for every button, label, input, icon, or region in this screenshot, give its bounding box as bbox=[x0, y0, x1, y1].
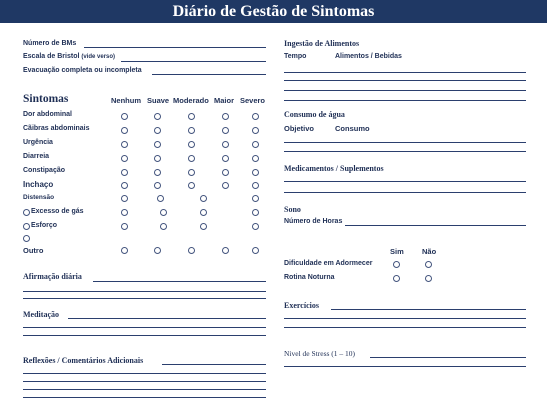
symptom-urgency: Urgência bbox=[23, 139, 53, 146]
radio-diarrhea-major[interactable] bbox=[222, 155, 229, 162]
radio-distension-mild[interactable] bbox=[157, 195, 164, 202]
radio-urgency-mild[interactable] bbox=[154, 141, 161, 148]
radio-urgency-major[interactable] bbox=[222, 141, 229, 148]
bm-count-label: Número de BMs bbox=[23, 40, 77, 47]
radio-gas-severe[interactable] bbox=[252, 209, 259, 216]
sleep-difficulty-yes-radio[interactable] bbox=[393, 261, 400, 268]
food-line[interactable] bbox=[284, 72, 526, 73]
radio-straining-severe[interactable] bbox=[252, 223, 259, 230]
severity-moderate-header: Moderado bbox=[173, 96, 209, 105]
symptom-constipation: Constipação bbox=[23, 167, 66, 174]
stress-level-field[interactable] bbox=[370, 357, 526, 358]
radio-distension-severe[interactable] bbox=[252, 195, 259, 202]
evacuation-field[interactable] bbox=[152, 74, 266, 75]
radio-urgency-moderate[interactable] bbox=[188, 141, 195, 148]
no-header: Não bbox=[422, 247, 437, 256]
severity-major-header: Maior bbox=[214, 96, 235, 105]
radio-gas-none[interactable] bbox=[121, 209, 128, 216]
exercise-line[interactable] bbox=[284, 318, 526, 319]
radio-abdominal-cramps-major[interactable] bbox=[222, 127, 229, 134]
symptom-straining-radio[interactable] bbox=[23, 223, 30, 230]
yes-header: Sim bbox=[390, 247, 404, 256]
radio-urgency-none[interactable] bbox=[121, 141, 128, 148]
symptoms-title: Sintomas bbox=[23, 93, 69, 105]
symptom-distension: Distensão bbox=[23, 194, 55, 201]
sleep-difficulty-no-radio[interactable] bbox=[425, 261, 432, 268]
radio-constipation-mild[interactable] bbox=[154, 169, 161, 176]
goal-label: Objetivo bbox=[284, 124, 315, 133]
severity-severe-header: Severo bbox=[240, 96, 266, 105]
radio-bloating-mild[interactable] bbox=[154, 182, 161, 189]
radio-diarrhea-moderate[interactable] bbox=[188, 155, 195, 162]
sleep-hours-label: Número de Horas bbox=[284, 218, 343, 225]
exercise-field[interactable] bbox=[331, 309, 526, 310]
radio-abdominal-pain-none[interactable] bbox=[121, 113, 128, 120]
exercise-label: Exercícios bbox=[284, 301, 319, 310]
radio-abdominal-cramps-moderate[interactable] bbox=[188, 127, 195, 134]
radio-abdominal-pain-mild[interactable] bbox=[154, 113, 161, 120]
radio-bloating-major[interactable] bbox=[222, 182, 229, 189]
food-line[interactable] bbox=[284, 80, 526, 81]
symptom-bloating: Inchaço bbox=[23, 180, 54, 189]
night-routine-label: Rotina Noturna bbox=[284, 274, 335, 281]
radio-other-major[interactable] bbox=[222, 247, 229, 254]
symptom-diarrhea: Diarreia bbox=[23, 153, 50, 160]
radio-urgency-severe[interactable] bbox=[252, 141, 259, 148]
radio-constipation-severe[interactable] bbox=[252, 169, 259, 176]
bristol-scale-text: Escala de Bristol bbox=[23, 53, 80, 60]
medications-line[interactable] bbox=[284, 181, 526, 182]
symptom-gas-radio[interactable] bbox=[23, 209, 30, 216]
water-line[interactable] bbox=[284, 151, 526, 152]
radio-other-none[interactable] bbox=[121, 247, 128, 254]
radio-straining-none[interactable] bbox=[121, 223, 128, 230]
radio-abdominal-pain-severe[interactable] bbox=[252, 113, 259, 120]
reflections-line[interactable] bbox=[23, 389, 266, 390]
symptom-other: Outro bbox=[23, 246, 44, 255]
radio-abdominal-pain-moderate[interactable] bbox=[188, 113, 195, 120]
daily-affirmation-line[interactable] bbox=[23, 298, 266, 299]
radio-gas-moderate[interactable] bbox=[200, 209, 207, 216]
radio-bloating-severe[interactable] bbox=[252, 182, 259, 189]
food-intake-title: Ingestão de Alimentos bbox=[284, 39, 360, 48]
radio-distension-moderate[interactable] bbox=[200, 195, 207, 202]
radio-other-mild[interactable] bbox=[154, 247, 161, 254]
symptom-gas: Excesso de gás bbox=[31, 208, 84, 215]
bristol-scale-field[interactable] bbox=[121, 61, 266, 62]
reflections-line[interactable] bbox=[23, 397, 266, 398]
radio-abdominal-pain-major[interactable] bbox=[222, 113, 229, 120]
symptom-abdominal-pain: Dor abdominal bbox=[23, 111, 73, 118]
radio-abdominal-cramps-severe[interactable] bbox=[252, 127, 259, 134]
radio-diarrhea-none[interactable] bbox=[121, 155, 128, 162]
meditation-label: Meditação bbox=[23, 310, 59, 319]
time-label: Tempo bbox=[284, 53, 307, 60]
radio-bloating-moderate[interactable] bbox=[188, 182, 195, 189]
symptom-blank-radio[interactable] bbox=[23, 235, 30, 242]
sleep-difficulty-label: Dificuldade em Adormecer bbox=[284, 260, 373, 267]
stress-level-label: Nivel de Stress (1 – 10) bbox=[284, 349, 356, 358]
water-intake-title: Consumo de água bbox=[284, 110, 345, 119]
water-line[interactable] bbox=[284, 142, 526, 143]
radio-other-moderate[interactable] bbox=[188, 247, 195, 254]
daily-affirmation-field[interactable] bbox=[93, 281, 266, 282]
radio-constipation-none[interactable] bbox=[121, 169, 128, 176]
bristol-scale-label bbox=[23, 53, 115, 60]
exercise-line[interactable] bbox=[284, 327, 526, 328]
severity-mild-header: Suave bbox=[147, 96, 170, 105]
radio-abdominal-cramps-none[interactable] bbox=[121, 127, 128, 134]
radio-distension-none[interactable] bbox=[121, 195, 128, 202]
radio-gas-mild[interactable] bbox=[160, 209, 167, 216]
meditation-line[interactable] bbox=[23, 327, 266, 328]
radio-straining-moderate[interactable] bbox=[200, 223, 207, 230]
night-routine-yes-radio[interactable] bbox=[393, 275, 400, 282]
radio-diarrhea-severe[interactable] bbox=[252, 155, 259, 162]
daily-affirmation-line[interactable] bbox=[23, 291, 266, 292]
food-line[interactable] bbox=[284, 90, 526, 91]
food-drinks-label: Alimentos / Bebidas bbox=[335, 53, 402, 60]
stress-level-line[interactable] bbox=[284, 366, 526, 367]
radio-constipation-major[interactable] bbox=[222, 169, 229, 176]
night-routine-no-radio[interactable] bbox=[425, 275, 432, 282]
symptom-straining: Esforço bbox=[31, 222, 58, 229]
medications-line[interactable] bbox=[284, 192, 526, 193]
reflections-line[interactable] bbox=[23, 381, 266, 382]
radio-bloating-none[interactable] bbox=[121, 182, 128, 189]
sleep-hours-field[interactable] bbox=[345, 225, 526, 226]
bristol-scale-note: (vide verso) bbox=[81, 54, 116, 60]
consumption-label: Consumo bbox=[335, 124, 370, 133]
bm-count-field[interactable] bbox=[84, 47, 266, 48]
reflections-label: Reflexões / Comentários Adicionais bbox=[23, 356, 144, 365]
radio-straining-mild[interactable] bbox=[160, 223, 167, 230]
food-line[interactable] bbox=[284, 100, 526, 101]
meditation-line[interactable] bbox=[23, 335, 266, 336]
sleep-title: Sono bbox=[284, 205, 301, 214]
meditation-field[interactable] bbox=[68, 318, 266, 319]
reflections-line[interactable] bbox=[23, 373, 266, 374]
evacuation-label: Evacuação completa ou incompleta bbox=[23, 67, 142, 74]
radio-diarrhea-mild[interactable] bbox=[154, 155, 161, 162]
severity-none-header: Nenhum bbox=[111, 96, 141, 105]
symptom-abdominal-cramps: Cãibras abdominais bbox=[23, 125, 90, 132]
page-title: Diário de Gestão de Sintomas bbox=[0, 0, 547, 23]
radio-other-severe[interactable] bbox=[252, 247, 259, 254]
radio-abdominal-cramps-mild[interactable] bbox=[154, 127, 161, 134]
medications-title: Medicamentos / Suplementos bbox=[284, 164, 384, 173]
radio-constipation-moderate[interactable] bbox=[188, 169, 195, 176]
reflections-field[interactable] bbox=[162, 364, 266, 365]
daily-affirmation-label: Afirmação diária bbox=[23, 272, 82, 281]
